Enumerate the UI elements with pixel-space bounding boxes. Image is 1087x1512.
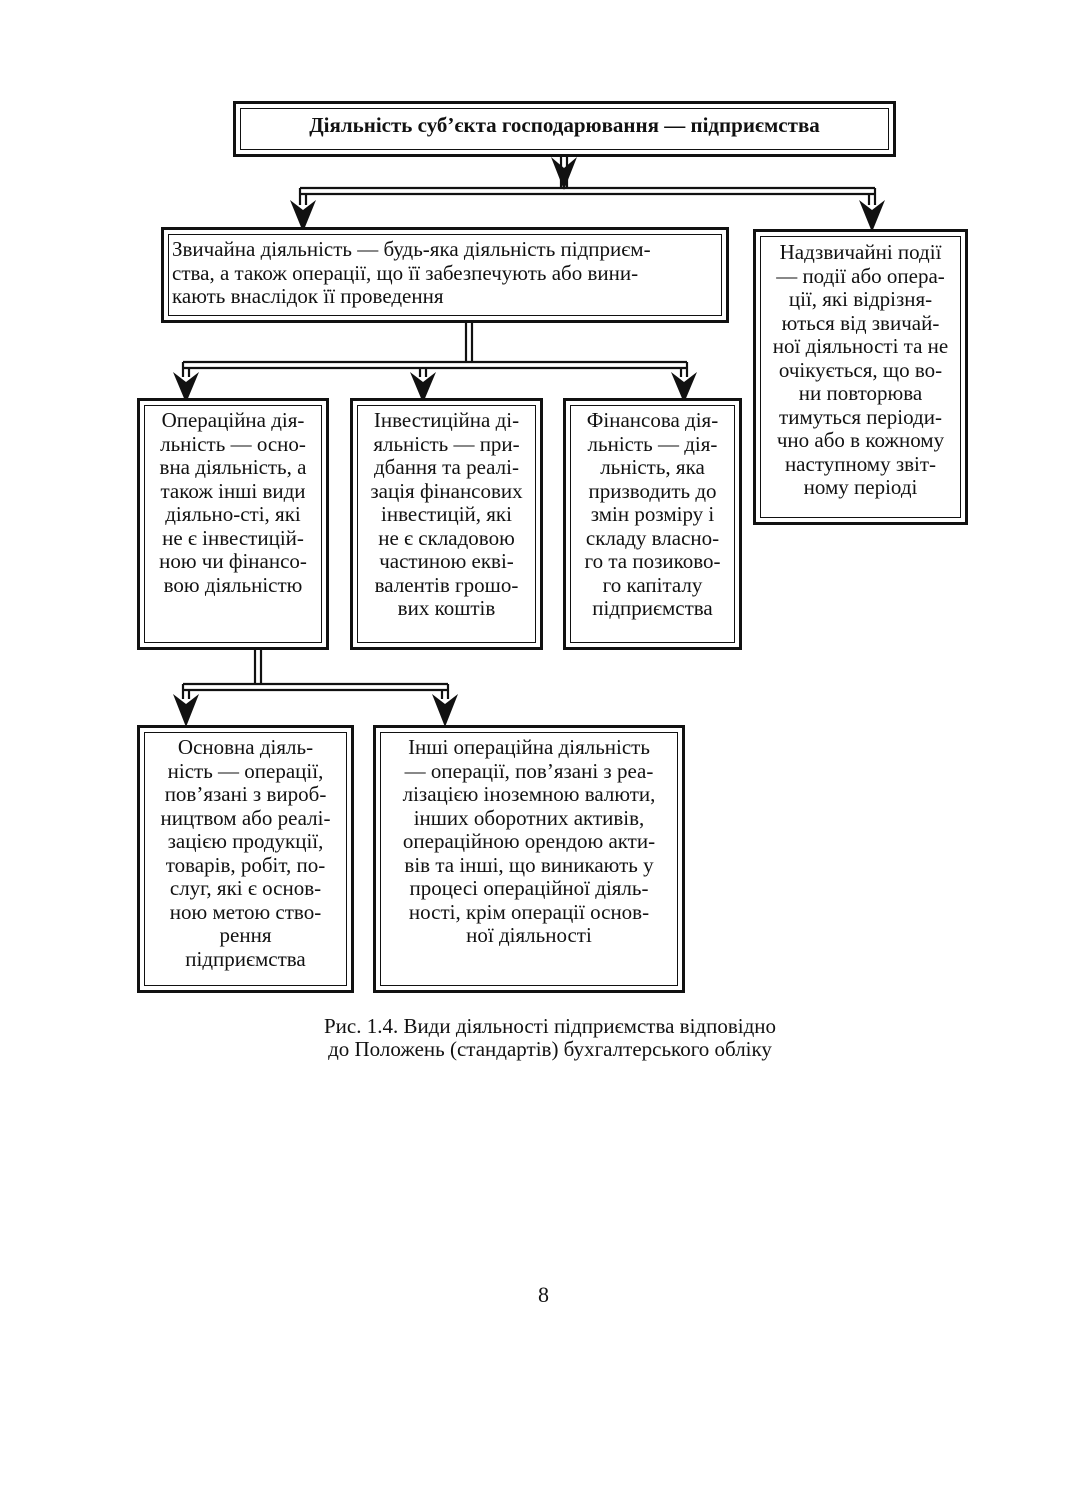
operational-activity-box (137, 398, 329, 650)
page-number: 8 (538, 1282, 549, 1307)
operational-activity-label: Операційна дія- льність — осно- вна діяльність, а також інші види діяльно-сті, які не є інвестицій- ною чи фінансо- вою діяльністю (159, 408, 307, 597)
extraordinary-events-box (753, 229, 968, 525)
figure-caption: Рис. 1.4. Види діяльності підприємства відповідно до Положень (стандартів) бухгалтерського обліку (323, 1014, 777, 1061)
ordinary-activity-label: Звичайна діяльність — будь-яка діяльність підприєм- ства, а також операції, що її забезпечують або вини- кають внаслідок її проведення (172, 237, 651, 308)
main-activity-label: Основна діяль- ність — операції, пов’язані з вироб- ництвом або реалі- зацією продукції, товарів, робіт, по- слуг, які є основ- ною метою ство- рення підприємства (160, 735, 331, 971)
ordinary-activity-box (161, 227, 729, 323)
financial-activity-label: Фінансова дія- льність — дія- льність, яка призводить до змін розміру і складу власно- го та позиково- го капіталу підприємства (584, 408, 721, 620)
main-activity-box (137, 725, 354, 993)
other-operational-box (373, 725, 685, 993)
root-box (233, 101, 896, 157)
investment-activity-label: Інвестиційна ді- яльність — при- дбання та реалі- зація фінансових інвестицій, які не є складовою частиною екві- валентів грошо- вих коштів (370, 408, 523, 620)
financial-activity-box (563, 398, 742, 650)
extraordinary-events-label: Надзвичайні події — події або опера- ції, які відрізня- ються від звичай- ної діяльності та не очікується, що во- ни повторюва тимуться періоди- чно або в кожному наступному звіт- ному періоді (772, 240, 949, 499)
other-operational-label: Інші операційна діяльність — операції, пов’язані з реа- лізацією іноземною валюти, інших оборотних активів, операційною орендою акти- вів та інші, що виникають у процесі операційної діяль- ності, крім операції основ- ної діяльності (402, 735, 656, 947)
investment-activity-box (350, 398, 543, 650)
root-label: Діяльність суб’єкта господарювання — підприємства (309, 113, 820, 137)
